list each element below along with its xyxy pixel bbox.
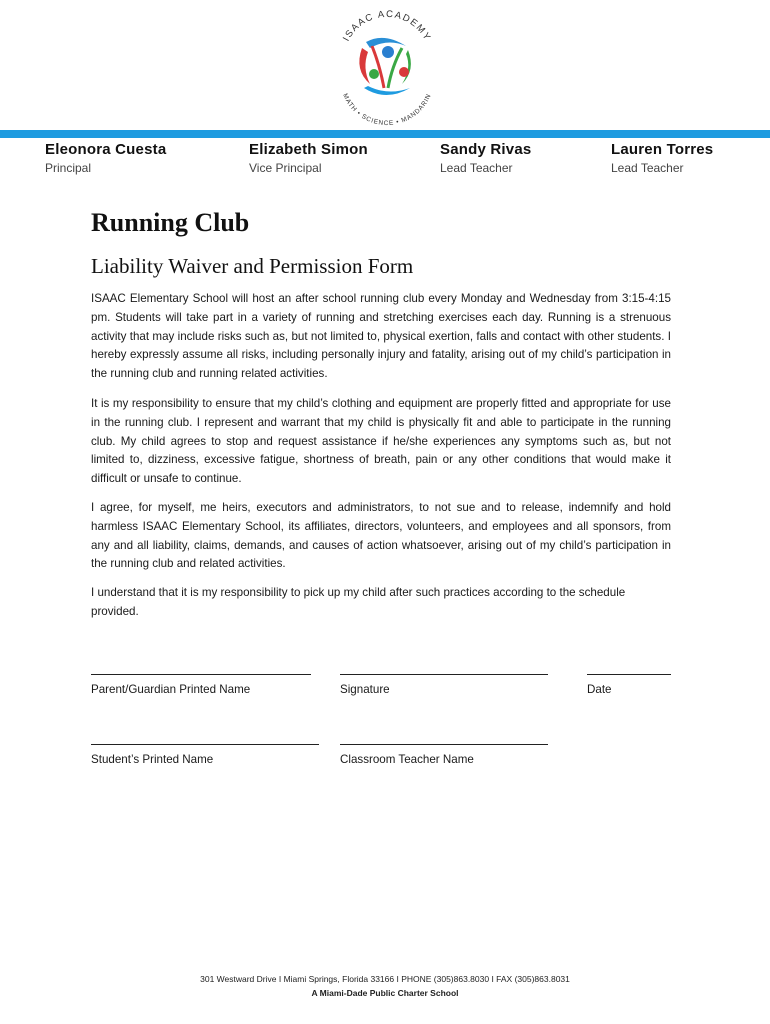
field-label: Student’s Printed Name (91, 753, 214, 766)
signature-line (340, 744, 548, 745)
paragraph-release: I agree, for myself, me heirs, executors and administrators, to not sue and to release, indemnify and hold harmless ISAAC Elementary School, its affiliates, directors, volunteers, and employees and all sponsors, from any and all liability, claims, demands, and causes of action whatsoever, arising out of my child’s participation in the running club and related activities. (91, 501, 671, 571)
signature-line (587, 674, 671, 675)
header-accent-bar (0, 130, 770, 138)
staff-name: Sandy Rivas (440, 141, 532, 158)
staff-principal (45, 141, 166, 175)
date-field[interactable] (587, 674, 671, 696)
footer-address: 301 Westward Drive I Miami Springs, Florida 33166 I PHONE (305)863.8030 I FAX (305)863.8031 (200, 974, 570, 984)
staff-name: Eleonora Cuesta (45, 141, 167, 158)
form-title: Running Club (91, 208, 250, 237)
isaac-academy-logo (322, 8, 452, 126)
staff-vice-principal (249, 141, 368, 175)
staff-role: Principal (45, 161, 92, 175)
staff-role: Vice Principal (249, 161, 322, 175)
signature-line (91, 744, 319, 745)
parent-name-field[interactable] (91, 674, 311, 696)
field-label: Signature (340, 683, 390, 696)
logo-academy-text: ISAAC ACADEMY (340, 8, 434, 44)
staff-lead-teacher-2 (611, 141, 713, 175)
field-label: Parent/Guardian Printed Name (91, 683, 251, 696)
svg-text:MATH • SCIENCE • MANDARIN (341, 93, 433, 126)
staff-role: Lead Teacher (440, 161, 513, 175)
staff-role: Lead Teacher (611, 161, 684, 175)
staff-lead-teacher-1 (440, 141, 531, 175)
signature-field[interactable] (340, 674, 548, 696)
paragraph-program-description: ISAAC Elementary School will host an after school running club every Monday and Wednesday from 3:15-4:15 pm. Students will take part in a variety of running and stretching exercises each day. Running is a strenuous activity that may include risks such as, but not limited to, physical exertion, falls and contact with other students. I hereby expressly assume all risks, including personally injury and fatality, arising out of my child’s participation in the running club and running related activities. (91, 292, 671, 381)
staff-name: Elizabeth Simon (249, 141, 368, 158)
footer-charter: A Miami-Dade Public Charter School (311, 988, 459, 998)
staff-name: Lauren Torres (611, 141, 714, 158)
field-label: Date (587, 683, 612, 696)
paragraph-responsibility: It is my responsibility to ensure that my child’s clothing and equipment are properly fitted and appropriate for use in the running club. I represent and warrant that my child is physically fit and able to participate in the running club. My child agrees to stop and request assistance if he/she experiences any symptoms such as, but not limited to, dizziness, excessive fatigue, shortness of breath, pain or any other conditions that would make it difficult or unsafe to continue. (91, 397, 671, 486)
paragraph-pickup: I understand that it is my responsibility to pick up my child after such practices according to the schedule provided. (91, 586, 626, 618)
student-name-field[interactable] (91, 744, 319, 766)
signature-line (340, 674, 548, 675)
form-subtitle: Liability Waiver and Permission Form (91, 254, 414, 278)
signature-line (91, 674, 311, 675)
svg-text:ISAAC ACADEMY (341, 9, 433, 43)
teacher-name-field[interactable] (340, 744, 548, 766)
field-label: Classroom Teacher Name (340, 753, 474, 766)
logo-tagline-text: MATH • SCIENCE • MANDARIN (341, 92, 433, 126)
